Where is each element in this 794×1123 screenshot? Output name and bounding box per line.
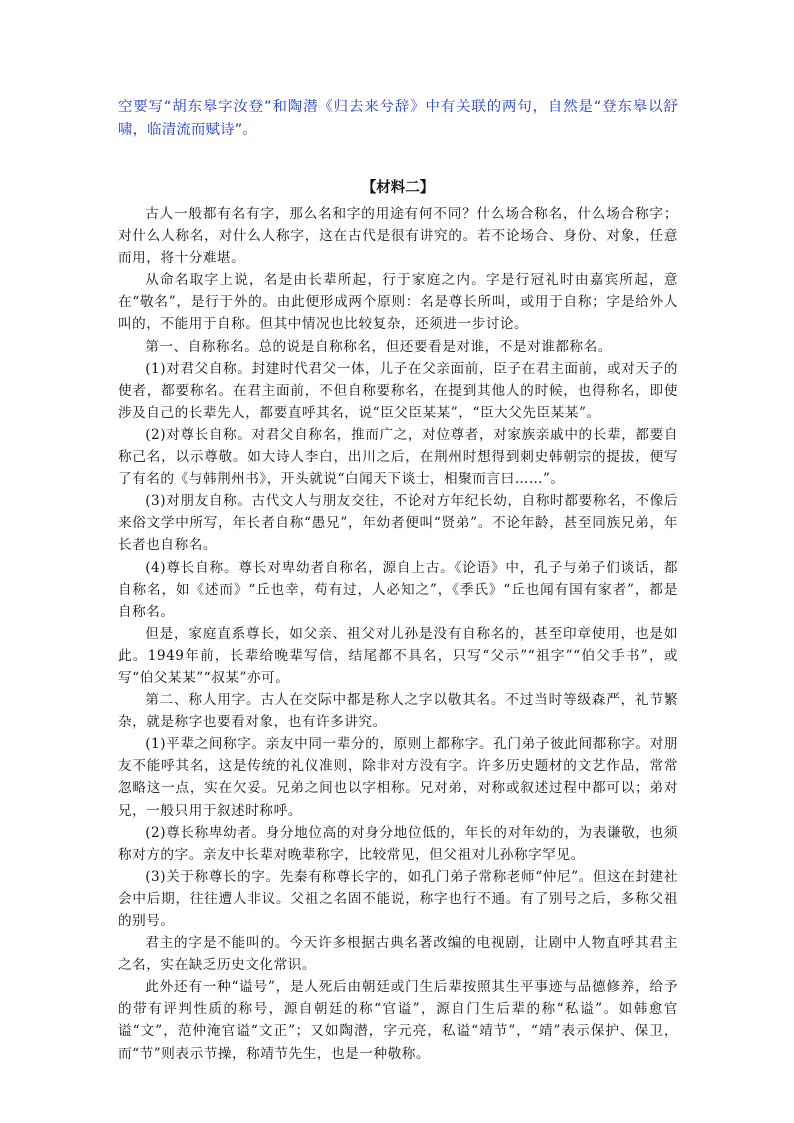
- paragraph: (1)平辈之间称字。亲友中同一辈分的，原则上都称字。孔门弟子彼此间都称字。对朋友不能呼其名，这是传统的礼仪准则，除非对方没有字。许多历史题材的文艺作品，常常忽略这一点，实在欠妥。兄弟之间也以字相称。兄对弟，对称或叙述过程中都可以；弟对兄，一般只用于叙述时称呼。: [118, 736, 678, 819]
- body-text: [118, 203, 678, 1065]
- paragraph: (4)尊长自称。尊长对卑幼者自称名，源自上古。《论语》中，孔子与弟子们谈话，都自称名，如《述而》“丘也幸，苟有过，人必知之”，《季氏》“丘也闻有国有家者”，都是自称名。: [118, 559, 678, 620]
- paragraph: 君主的字是不能叫的。今天许多根据古典名著改编的电视剧，让剧中人物直呼其君主之名，实在缺乏历史文化常识。: [118, 935, 678, 974]
- paragraph: (2)对尊长自称。对君父自称名，推而广之，对位尊者，对家族亲戚中的长辈，都要自称己名，以示尊敬。如大诗人李白，出川之后，在荆州时想得到刺史韩朝宗的提拔，便写了有名的《与韩荆州书》，开头就说“白闻天下谈士，相聚而言曰……”。: [118, 426, 678, 488]
- paragraph: 古人一般都有名有字，那么名和字的用途有何不同？什么场合称名，什么场合称字；对什么人称名，对什么人称字，这在古代是很有讲究的。若不论场合、身份、对象，任意而用，将十分难堪。: [118, 206, 678, 267]
- section-title: 【材料二】: [361, 179, 435, 196]
- document-page: [118, 96, 678, 1065]
- paragraph: 但是，家庭直系尊长，如父亲、祖父对儿孙是没有自称名的，甚至印章使用，也是如此。1949年前，长辈给晚辈写信，结尾都不具名，只写“父示”“祖字”“伯父手书”，或写“伯父某某”“叔某”亦可。: [118, 625, 678, 686]
- paragraph: 第二、称人用字。古人在交际中都是称人之字以敬其名。不过当时等级森严，礼节繁杂，就是称字也要看对象，也有许多讲究。: [118, 692, 678, 731]
- paragraph: 第一、自称称名。总的说是自称称名，但还要看是对谁，不是对谁都称名。: [145, 338, 612, 355]
- paragraph: 此外还有一种“谥号”，是人死后由朝廷或门生后辈按照其生平事迹与品德修养，给予的带有评判性质的称号，源自朝廷的称“官谥”，源自门生后辈的称“私谥”。如韩愈官谥“文”，范仲淹官谥“文正”；又如陶潜，字元亮，私谥“靖节”，“靖”表示保护、保卫，而“节”则表示节操，称靖节先生，也是一种敬称。: [118, 979, 678, 1062]
- paragraph: 从命名取字上说，名是由长辈所起，行于家庭之内。字是行冠礼时由嘉宾所起，意在“敬名”，是行于外的。由此便形成两个原则：名是尊长所叫，或用于自称；字是给外人叫的，不能用于自称。但其中情况也比较复杂，还须进一步讨论。: [118, 272, 678, 333]
- paragraph: (2)尊长称卑幼者。身分地位高的对身分地位低的，年长的对年幼的，为表谦敬，也须称对方的字。亲友中长辈对晚辈称字，比较常见，但父祖对儿孙称字罕见。: [118, 824, 678, 863]
- paragraph: (1)对君父自称。封建时代君父一体，儿子在父亲面前，臣子在君主面前，或对天子的使者，都要称名。在君主面前，不但自称要称名，在提到其他人的时候，也得称名，即使涉及自己的长辈先人，都要直呼其名，说“臣父臣某某”，“臣大父先臣某某”。: [118, 360, 678, 421]
- paragraph: (3)关于称尊长的字。先秦有称尊长字的，如孔门弟子常称老师“仲尼”。但这在封建社会中后期，往往遭人非议。父祖之名固不能说，称字也行不通。有了别号之后，多称父祖的别号。: [118, 868, 678, 929]
- intro-answer-text: 空要写“胡东皋字汝登”和陶潜《归去来兮辞》中有关联的两句，自然是“登东皋以舒啸，临清流而赋诗”。: [118, 99, 678, 138]
- paragraph: (3)对朋友自称。古代文人与朋友交往，不论对方年纪长幼，自称时都要称名，不像后来俗文学中所写，年长者自称“愚兄”，年幼者便叫“贤弟”。不论年龄，甚至同族兄弟，年长者也自称名。: [118, 493, 678, 554]
